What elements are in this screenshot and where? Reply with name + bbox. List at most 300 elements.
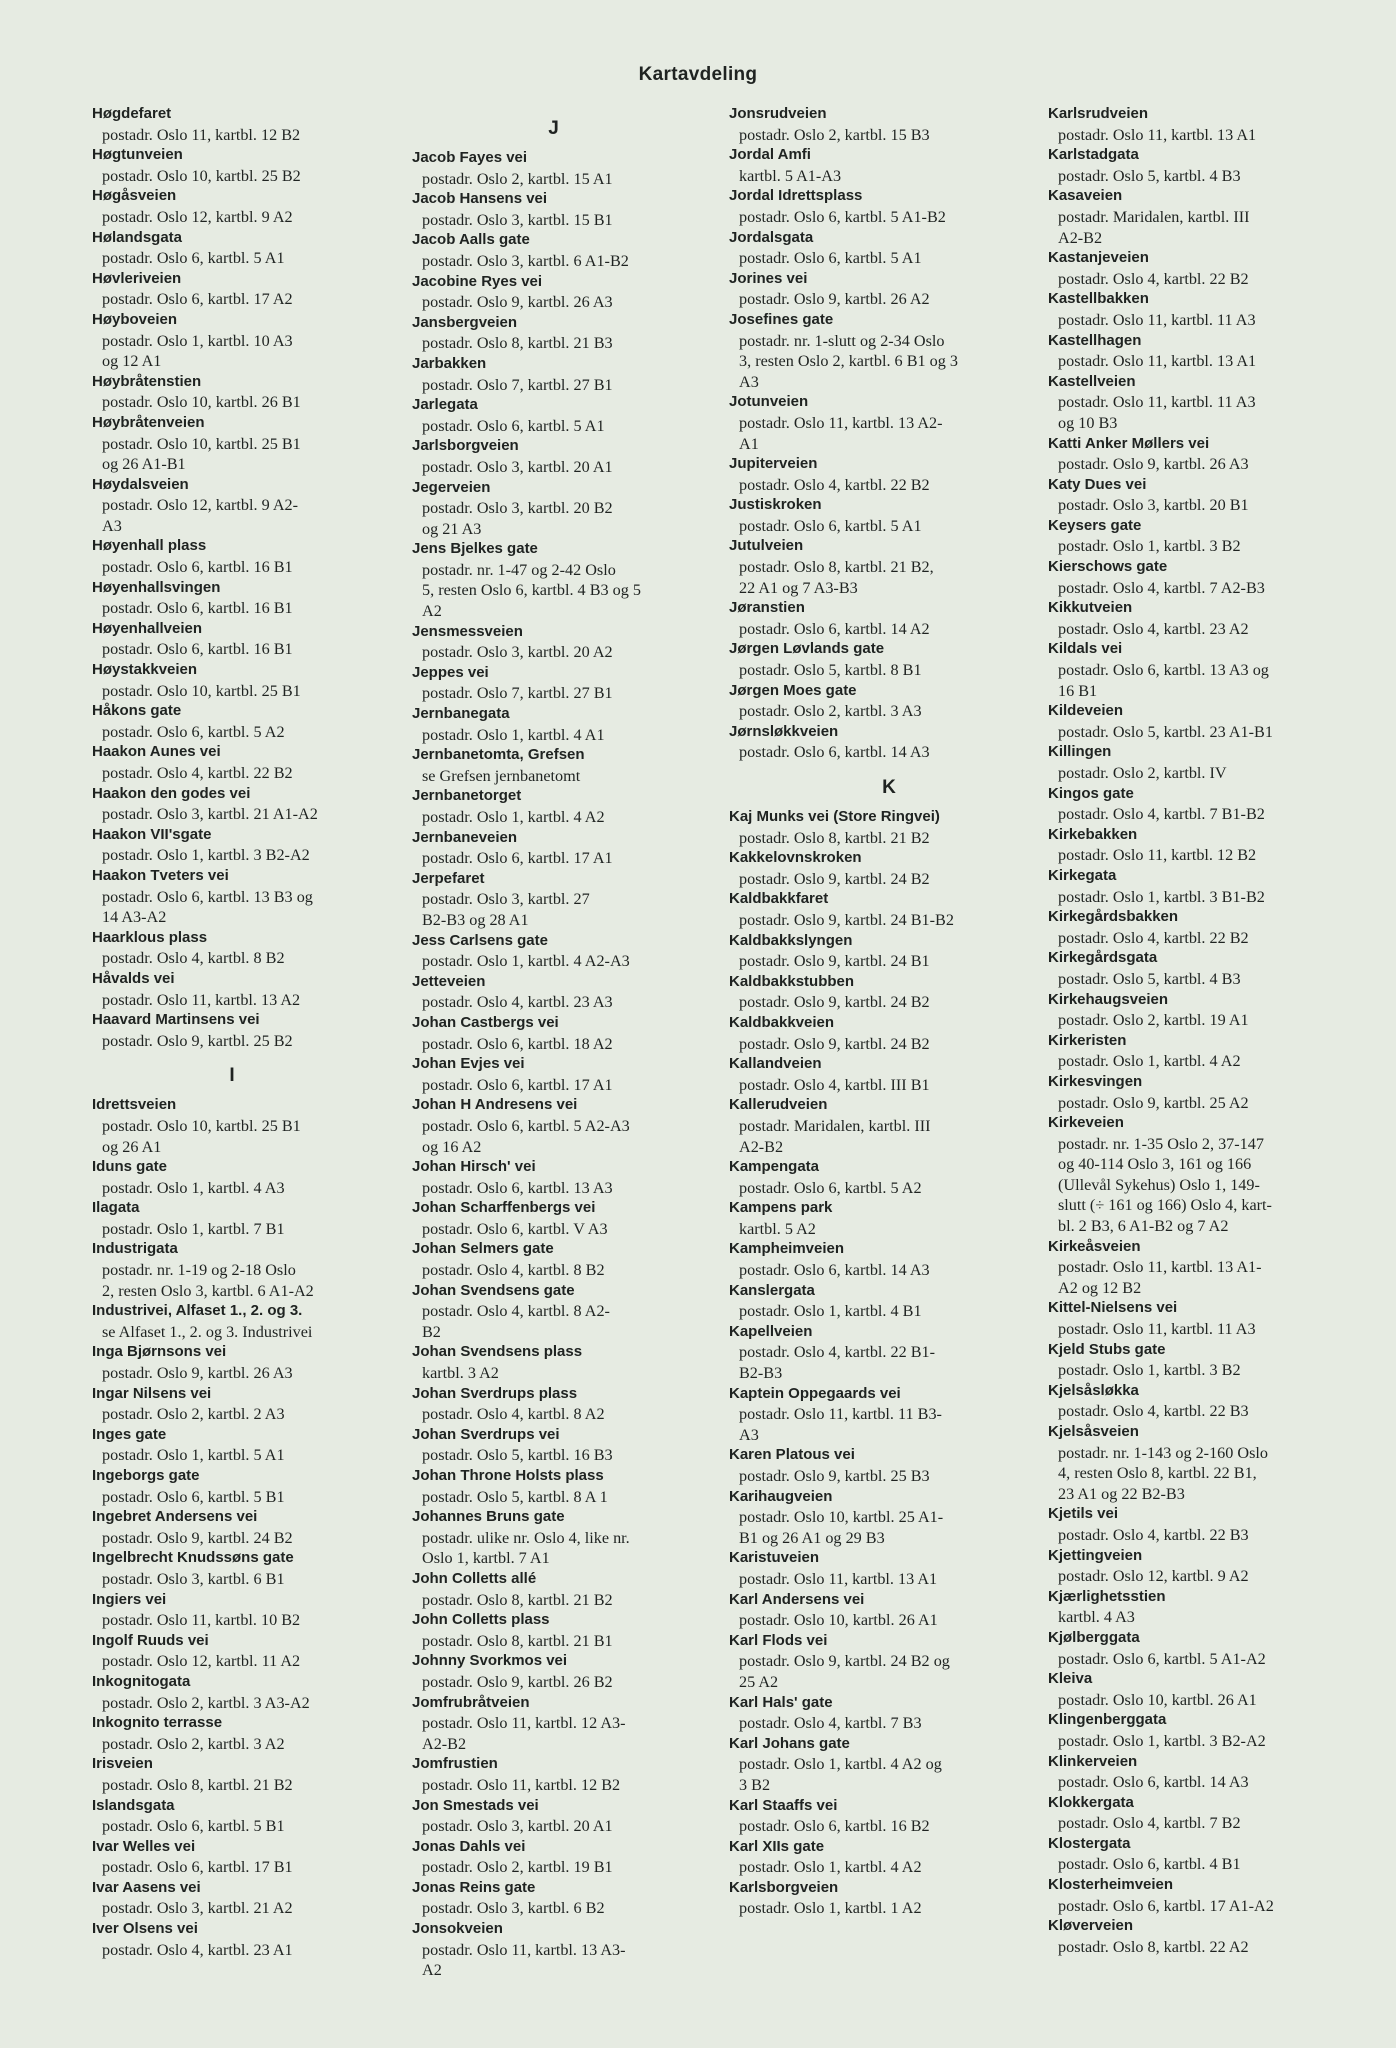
address-detail: postadr. Oslo 11, kartbl. 13 A1 — [1058, 125, 1257, 144]
index-entry — [92, 228, 372, 269]
address-detail: postadr. Oslo 11, kartbl. 13 A1- — [1058, 1258, 1262, 1277]
index-entry — [729, 1487, 1049, 1549]
address-detail: B1 og 26 A1 og 29 B3 — [739, 1528, 885, 1547]
index-entry — [729, 1837, 1049, 1878]
address-detail: og 12 A1 — [102, 352, 162, 371]
street-name: Iduns gate — [92, 1158, 168, 1176]
address-detail: postadr. Oslo 8, kartbl. 21 B2 — [739, 828, 930, 847]
street-name: Ingelbrecht Knudssøns gate — [92, 1549, 294, 1567]
index-entry — [412, 478, 695, 540]
index-entry — [92, 866, 372, 928]
address-detail: postadr. Oslo 11, kartbl. 13 A1 — [739, 1569, 938, 1588]
street-name: Jarbakken — [412, 354, 487, 372]
index-entry — [1048, 825, 1330, 866]
index-entry — [729, 1693, 1049, 1734]
index-entry — [1048, 1669, 1330, 1710]
address-detail: A3 — [739, 372, 759, 391]
address-detail: postadr. Oslo 2, kartbl. 3 A3 — [739, 702, 922, 721]
address-detail: postadr. Oslo 9, kartbl. 24 B2 — [739, 993, 930, 1012]
street-name: Høyenhall plass — [92, 537, 207, 555]
address-detail: postadr. Oslo 6, kartbl. 5 A1 — [102, 249, 285, 268]
index-entry — [729, 722, 1049, 763]
index-entry — [92, 1157, 372, 1198]
street-name: Johan Scharffenbergs vei — [412, 1199, 596, 1217]
street-name: Jacobine Ryes vei — [412, 272, 543, 290]
index-entry — [1048, 1422, 1330, 1504]
index-entry — [729, 1013, 1049, 1054]
address-detail: postadr. Oslo 9, kartbl. 24 B1-B2 — [739, 910, 954, 929]
address-detail: postadr. Oslo 4, kartbl. 8 B2 — [102, 949, 285, 968]
address-detail: postadr. Oslo 11, kartbl. 11 B3- — [739, 1405, 942, 1424]
address-detail: 4, resten Oslo 8, kartbl. 22 B1, — [1058, 1464, 1257, 1483]
index-entry — [729, 848, 1049, 889]
index-entry — [92, 825, 372, 866]
street-name: Haakon Tveters vei — [92, 866, 229, 884]
index-entry — [1048, 1834, 1330, 1875]
index-entry — [729, 1095, 1049, 1157]
address-detail: postadr. Oslo 3, kartbl. 20 A2 — [422, 643, 613, 662]
street-name: Jensmessveien — [412, 622, 523, 640]
index-entry — [1048, 784, 1330, 825]
street-name: Katy Dues vei — [1048, 475, 1147, 493]
index-entry — [92, 701, 372, 742]
index-entry — [1048, 145, 1330, 186]
address-detail: postadr. Oslo 9, kartbl. 25 A2 — [1058, 1093, 1249, 1112]
address-detail: postadr. Oslo 12, kartbl. 9 A2 — [102, 207, 293, 226]
address-detail: kartbl. 5 A2 — [739, 1219, 816, 1238]
address-detail: postadr. Oslo 6, kartbl. 17 A1 — [422, 849, 613, 868]
street-name: Jonsokveien — [412, 1920, 503, 1938]
index-entry — [412, 539, 695, 621]
address-detail: postadr. Oslo 1, kartbl. 4 A3 — [102, 1178, 285, 1197]
street-name: Haakon VII'sgate — [92, 825, 212, 843]
street-name: Karl Johans gate — [729, 1734, 850, 1752]
index-entry — [92, 1796, 372, 1837]
street-name: Kirkebakken — [1048, 825, 1138, 843]
street-name: Johan Sverdrups plass — [412, 1384, 578, 1402]
street-name: Jansbergveien — [412, 313, 518, 331]
street-name: Industrivei, Alfaset 1., 2. og 3. — [92, 1302, 303, 1320]
street-name: Klinkerveien — [1048, 1752, 1138, 1770]
address-detail: se Alfaset 1., 2. og 3. Industrivei — [102, 1322, 313, 1341]
street-name: Kirkegårdsgata — [1048, 949, 1158, 967]
index-entry — [729, 104, 1049, 145]
address-detail: 23 A1 og 22 B2-B3 — [1058, 1484, 1185, 1503]
address-detail: A2 — [422, 602, 442, 621]
address-detail: postadr. Oslo 12, kartbl. 11 A2 — [102, 1652, 301, 1671]
street-name: Kirkeveien — [1048, 1114, 1124, 1132]
index-entry — [92, 619, 372, 660]
index-entry — [729, 1054, 1049, 1095]
address-detail: postadr. Oslo 8, kartbl. 21 B1 — [422, 1631, 613, 1650]
index-entry — [92, 1301, 372, 1342]
index-entry — [92, 1425, 372, 1466]
address-detail: postadr. Oslo 10, kartbl. 26 B1 — [102, 393, 301, 412]
street-name: Høgtunveien — [92, 146, 183, 164]
index-entry — [412, 1054, 695, 1095]
street-name: Høyboveien — [92, 310, 178, 328]
street-name: Jernbanegata — [412, 705, 510, 723]
address-detail: A2 — [422, 1961, 442, 1980]
index-entry — [412, 704, 695, 745]
address-detail: (Ullevål Sykehus) Oslo 1, 149- — [1058, 1175, 1260, 1194]
index-entry — [412, 1198, 695, 1239]
index-entry — [92, 1466, 372, 1507]
street-name: Ingar Nilsens vei — [92, 1384, 212, 1402]
street-name: Jørgen Løvlands gate — [729, 640, 885, 658]
address-detail: kartbl. 5 A1-A3 — [739, 166, 842, 185]
index-entry — [729, 639, 1049, 680]
address-detail: postadr. Oslo 6, kartbl. 5 A2-A3 — [422, 1116, 630, 1135]
index-entry — [729, 269, 1049, 310]
street-name: Jess Carlsens gate — [412, 931, 548, 949]
index-entry — [1048, 516, 1330, 557]
street-name: Kjølberggata — [1048, 1628, 1140, 1646]
address-detail: postadr. Oslo 10, kartbl. 25 B1 — [102, 434, 301, 453]
address-detail: postadr. nr. 1-35 Oslo 2, 37-147 — [1058, 1134, 1264, 1153]
street-name: Klokkergata — [1048, 1793, 1134, 1811]
index-entry — [729, 1384, 1049, 1446]
street-name: Haavard Martinsens vei — [92, 1011, 260, 1029]
index-entry — [412, 1693, 695, 1755]
address-detail: postadr. Oslo 6, kartbl. V A3 — [422, 1219, 608, 1238]
address-detail: postadr. Oslo 6, kartbl. 4 B1 — [1058, 1855, 1241, 1874]
address-detail: postadr. Oslo 6, kartbl. 5 B1 — [102, 1817, 285, 1836]
index-entry — [412, 972, 695, 1013]
street-name: Jotunveien — [729, 393, 809, 411]
address-detail: postadr. Oslo 1, kartbl. 4 A2-A3 — [422, 952, 630, 971]
index-entry — [412, 1466, 695, 1507]
index-entry — [1048, 598, 1330, 639]
street-name: Jarlegata — [412, 396, 478, 414]
street-name: Jacob Hansens vei — [412, 190, 548, 208]
street-name: Jacob Aalls gate — [412, 231, 530, 249]
street-name: Kallandveien — [729, 1055, 822, 1073]
index-entry — [92, 1239, 372, 1301]
address-detail: postadr. nr. 1-47 og 2-42 Oslo — [422, 560, 616, 579]
address-detail: postadr. Oslo 11, kartbl. 12 A3- — [422, 1714, 626, 1733]
index-entry — [1048, 248, 1330, 289]
address-detail: postadr. Oslo 11, kartbl. 12 B2 — [422, 1775, 621, 1794]
index-entry — [92, 784, 372, 825]
index-entry — [412, 1837, 695, 1878]
address-detail: postadr. Oslo 6, kartbl. 14 A2 — [739, 619, 930, 638]
address-detail: postadr. Maridalen, kartbl. III — [1058, 207, 1250, 226]
street-name: John Colletts plass — [412, 1611, 550, 1629]
address-detail: postadr. Oslo 9, kartbl. 24 B2 — [739, 869, 930, 888]
address-detail: postadr. Oslo 6, kartbl. 5 A1 — [422, 416, 605, 435]
address-detail: postadr. Oslo 5, kartbl. 23 A1-B1 — [1058, 722, 1273, 741]
address-detail: postadr. Oslo 6, kartbl. 16 B1 — [102, 640, 293, 659]
address-detail: 3, resten Oslo 2, kartbl. 6 B1 og 3 — [739, 352, 958, 371]
index-entry — [1048, 1298, 1330, 1339]
address-detail: postadr. Oslo 6, kartbl. 17 A1 — [422, 1075, 613, 1094]
street-name: Johan Throne Holsts plass — [412, 1467, 604, 1484]
street-name: Kaldbakkstubben — [729, 972, 855, 990]
address-detail: og 16 A2 — [422, 1137, 482, 1156]
index-entry — [1048, 948, 1330, 989]
address-detail: postadr. Oslo 5, kartbl. 4 B3 — [1058, 166, 1241, 185]
address-detail: postadr. Oslo 1, kartbl. 4 A2 og — [739, 1755, 942, 1774]
address-detail: postadr. Oslo 4, kartbl. 7 A2-B3 — [1058, 578, 1265, 597]
street-name: Høystakkveien — [92, 661, 198, 679]
address-detail: postadr. Oslo 9, kartbl. 24 B1 — [739, 952, 930, 971]
street-name: Kampheimveien — [729, 1240, 845, 1258]
address-detail: og 26 A1-B1 — [102, 455, 186, 474]
address-detail: A2-B2 — [1058, 228, 1103, 247]
address-detail: postadr. Oslo 1, kartbl. 3 B2-A2 — [1058, 1731, 1266, 1750]
index-entry — [1048, 990, 1330, 1031]
address-detail: A2-B2 — [739, 1137, 784, 1156]
street-name: Justiskroken — [729, 496, 822, 514]
address-detail: og 26 A1 — [102, 1137, 162, 1156]
street-name: Jerpefaret — [412, 869, 485, 887]
street-name: Jernbanetorget — [412, 787, 522, 805]
index-entry — [729, 454, 1049, 495]
street-name: Jacob Fayes vei — [412, 149, 528, 166]
street-name: Islandsgata — [92, 1796, 175, 1814]
address-detail: postadr. Oslo 2, kartbl. 19 A1 — [1058, 1011, 1249, 1030]
street-name: Irisveien — [92, 1755, 153, 1773]
street-name: Haakon Aunes vei — [92, 743, 221, 761]
index-entry — [92, 145, 372, 186]
street-name: Kikkutveien — [1048, 599, 1133, 617]
index-entry — [92, 186, 372, 227]
address-detail: postadr. Oslo 8, kartbl. 21 B3 — [422, 334, 613, 353]
index-entry — [92, 269, 372, 310]
address-detail: postadr. Oslo 6, kartbl. 5 A1 — [739, 249, 922, 268]
index-entry — [412, 1281, 695, 1343]
street-name: Kastellhagen — [1048, 331, 1142, 349]
street-name: Ivar Aasens vei — [92, 1878, 201, 1896]
address-detail: postadr. Oslo 3, kartbl. 20 B2 — [422, 499, 613, 518]
street-name: Inkognito terrasse — [92, 1714, 223, 1732]
address-detail: postadr. Oslo 10, kartbl. 25 B1 — [102, 681, 301, 700]
address-detail: postadr. Oslo 1, kartbl. 3 B2 — [1058, 537, 1241, 556]
address-detail: postadr. Oslo 4, kartbl. 22 B2 — [102, 764, 293, 782]
address-detail: postadr. Oslo 11, kartbl. 11 A3 — [1058, 310, 1256, 329]
section-letter: J — [548, 118, 559, 139]
street-name: Kjetils vei — [1048, 1505, 1119, 1523]
index-entry — [729, 186, 1049, 227]
address-detail: 2, resten Oslo 3, kartbl. 6 A1-A2 — [102, 1281, 314, 1300]
index-entry — [92, 104, 372, 145]
address-detail: postadr. Oslo 8, kartbl. 22 A2 — [1058, 1937, 1249, 1956]
index-entry — [1048, 1031, 1330, 1072]
street-name: Håvalds vei — [92, 969, 175, 987]
index-entry — [92, 1548, 372, 1589]
address-detail: postadr. Oslo 3, kartbl. 15 B1 — [422, 210, 613, 229]
street-name: Kittel-Nielsens vei — [1048, 1299, 1178, 1317]
index-entry — [1048, 1752, 1330, 1793]
street-name: Jørgen Moes gate — [729, 681, 857, 699]
street-name: Kakkelovnskroken — [729, 849, 862, 867]
address-detail: postadr. Oslo 10, kartbl. 25 B2 — [102, 166, 301, 185]
address-detail: postadr. Oslo 6, kartbl. 14 A3 — [739, 743, 930, 762]
street-name: Johnny Svorkmos vei — [412, 1652, 568, 1670]
column-4 — [1048, 104, 1330, 1957]
street-name: Karlsborgveien — [729, 1878, 839, 1896]
address-detail: B2 — [422, 1322, 441, 1341]
address-detail: B2-B3 og 28 A1 — [422, 910, 529, 929]
address-detail: postadr. Oslo 6, kartbl. 17 B1 — [102, 1858, 293, 1877]
address-detail: postadr. Oslo 4, kartbl. 22 B3 — [1058, 1402, 1249, 1421]
street-name: Kjettingveien — [1048, 1546, 1143, 1564]
index-entry — [412, 931, 695, 972]
address-detail: postadr. Oslo 3, kartbl. 6 B2 — [422, 1899, 605, 1918]
index-entry — [1048, 1628, 1330, 1669]
index-entry — [412, 230, 695, 271]
index-entry — [729, 1157, 1049, 1198]
street-name: Jordal Amfi — [729, 146, 811, 164]
address-detail: postadr. Oslo 9, kartbl. 24 B2 og — [739, 1652, 950, 1671]
index-entry — [412, 1610, 695, 1651]
address-detail: postadr. Oslo 5, kartbl. 16 B3 — [422, 1446, 613, 1465]
index-entry — [92, 1095, 372, 1157]
address-detail: postadr. Oslo 6, kartbl. 18 A2 — [422, 1034, 613, 1053]
address-detail: postadr. Oslo 3, kartbl. 20 B1 — [1058, 496, 1249, 515]
address-detail: postadr. Oslo 9, kartbl. 26 A2 — [739, 290, 930, 309]
address-detail: postadr. Oslo 2, kartbl. 15 A1 — [422, 169, 613, 188]
index-entry — [412, 1384, 695, 1425]
street-name: Inges gate — [92, 1425, 167, 1443]
address-detail: postadr. Oslo 12, kartbl. 9 A2 — [1058, 1567, 1249, 1586]
index-entry — [412, 436, 695, 477]
address-detail: postadr. Oslo 6, kartbl. 14 A3 — [1058, 1773, 1249, 1792]
street-name: Jon Smestads vei — [412, 1796, 539, 1814]
section-letter: K — [882, 777, 896, 798]
address-detail: postadr. Oslo 9, kartbl. 25 B2 — [102, 1031, 293, 1050]
address-detail: A2-B2 — [422, 1734, 467, 1753]
address-detail: postadr. Maridalen, kartbl. III — [739, 1116, 931, 1135]
column-1 — [92, 104, 372, 1960]
index-entry — [1048, 1113, 1330, 1237]
address-detail: postadr. Oslo 10, kartbl. 25 B1 — [102, 1116, 301, 1135]
address-detail: postadr. Oslo 10, kartbl. 26 A1 — [1058, 1690, 1257, 1709]
section-letter: I — [229, 1065, 235, 1087]
address-detail: postadr. Oslo 6, kartbl. 5 A2 — [102, 722, 285, 741]
address-detail: postadr. Oslo 1, kartbl. 4 B1 — [739, 1302, 922, 1321]
address-detail: Oslo 1, kartbl. 7 A1 — [422, 1549, 550, 1568]
street-name: Karl Staaffs vei — [729, 1796, 838, 1814]
address-detail: postadr. Oslo 6, kartbl. 16 B2 — [739, 1817, 930, 1836]
street-name: Kjeld Stubs gate — [1048, 1340, 1166, 1358]
address-detail: postadr. Oslo 6, kartbl. 5 A2 — [739, 1178, 922, 1197]
address-detail: postadr. Oslo 4, kartbl. 23 A3 — [422, 993, 613, 1012]
index-entry — [729, 1631, 1049, 1693]
street-name: Høyenhallsvingen — [92, 578, 221, 596]
street-name: Kirkegårdsbakken — [1048, 908, 1179, 926]
address-detail: postadr. Oslo 9, kartbl. 25 B3 — [739, 1467, 930, 1485]
street-name: Ingolf Ruuds vei — [92, 1631, 209, 1649]
address-detail: kartbl. 3 A2 — [422, 1364, 499, 1383]
street-name: Kaj Munks vei (Store Ringvei) — [729, 808, 940, 825]
index-entry — [92, 1713, 372, 1754]
index-entry — [92, 1010, 372, 1051]
street-name: Hølandsgata — [92, 228, 183, 246]
address-detail: postadr. Oslo 1, kartbl. 7 B1 — [102, 1219, 285, 1238]
address-detail: postadr. Oslo 2, kartbl. 3 A2 — [102, 1734, 285, 1753]
address-detail: 22 A1 og 7 A3-B3 — [739, 578, 858, 597]
index-entry — [1048, 1710, 1330, 1751]
address-detail: postadr. Oslo 6, kartbl. 16 B1 — [102, 599, 293, 618]
street-name: Karl Hals' gate — [729, 1693, 833, 1711]
street-name: Kjelsåsveien — [1048, 1423, 1139, 1440]
index-entry — [412, 828, 695, 869]
address-detail: postadr. Oslo 4, kartbl. III B1 — [739, 1075, 930, 1094]
index-entry — [1048, 1340, 1330, 1381]
street-name: Kastanjeveien — [1048, 249, 1149, 267]
index-entry — [92, 578, 372, 619]
address-detail: postadr. nr. 1-19 og 2-18 Oslo — [102, 1261, 296, 1280]
street-name: Jorines vei — [729, 269, 808, 287]
address-detail: postadr. Oslo 1, kartbl. 3 B1-B2 — [1058, 887, 1265, 906]
street-name: Jordal Idrettsplass — [729, 187, 863, 205]
index-entry — [412, 1425, 695, 1466]
street-name: Jeppes vei — [412, 663, 489, 681]
index-entry — [729, 495, 1049, 536]
index-entry — [412, 1651, 695, 1692]
index-entry — [412, 354, 695, 395]
index-entry — [412, 1157, 695, 1198]
index-entry — [1048, 1916, 1330, 1957]
address-detail: postadr. Oslo 4, kartbl. 7 B3 — [739, 1714, 922, 1733]
street-name: Haarklous plass — [92, 928, 208, 946]
address-detail: postadr. Oslo 1, kartbl. 5 A1 — [102, 1446, 285, 1465]
index-entry — [92, 1672, 372, 1713]
address-detail: postadr. Oslo 11, kartbl. 11 A3 — [1058, 1320, 1256, 1339]
street-name: Industrigata — [92, 1240, 178, 1258]
address-detail: postadr. Oslo 4, kartbl. 7 B1-B2 — [1058, 805, 1265, 824]
address-detail: postadr. Oslo 12, kartbl. 9 A2- — [102, 496, 299, 515]
index-entry — [92, 310, 372, 372]
street-name: Kaldbakkfaret — [729, 890, 829, 908]
street-name: Kasaveien — [1048, 187, 1123, 205]
street-name: Kirkesvingen — [1048, 1072, 1143, 1090]
street-name: Høybråtenveien — [92, 413, 205, 431]
index-entry — [412, 1095, 695, 1157]
address-detail: postadr. Oslo 6, kartbl. 13 A3 — [422, 1178, 613, 1197]
street-name: Kanslergata — [729, 1281, 815, 1299]
address-detail: postadr. ulike nr. Oslo 4, like nr. — [422, 1528, 630, 1547]
street-name: Høydalsveien — [92, 475, 189, 493]
street-name: Kirkegata — [1048, 866, 1117, 884]
index-entry — [92, 413, 372, 475]
street-name: Ivar Welles vei — [92, 1837, 196, 1855]
index-entry — [92, 1631, 372, 1672]
address-detail: postadr. Oslo 8, kartbl. 21 B2 — [102, 1775, 293, 1794]
street-name: Johan Selmers gate — [412, 1240, 554, 1258]
street-name: Klostergata — [1048, 1834, 1131, 1852]
street-name: John Colletts allé — [412, 1569, 537, 1587]
index-entry — [729, 681, 1049, 722]
address-detail: postadr. Oslo 9, kartbl. 24 B2 — [739, 1034, 930, 1053]
street-name: Jernbanetomta, Grefsen — [412, 746, 585, 764]
index-entry — [729, 310, 1049, 392]
street-name: Karl XIIs gate — [729, 1837, 825, 1855]
street-name: Jernbaneveien — [412, 828, 518, 846]
street-name: Kirkeåsveien — [1048, 1237, 1141, 1255]
street-name: Kingos gate — [1048, 784, 1134, 802]
index-entry — [92, 1754, 372, 1795]
address-detail: postadr. Oslo 6, kartbl. 17 A2 — [102, 290, 293, 309]
street-name: Idrettsveien — [92, 1096, 177, 1114]
index-entry — [412, 148, 695, 189]
index-entry — [92, 372, 372, 413]
street-name: Kampens park — [729, 1199, 833, 1217]
address-detail: postadr. Oslo 10, kartbl. 26 A1 — [739, 1611, 938, 1630]
address-detail: postadr. Oslo 8, kartbl. 21 B2, — [739, 558, 934, 577]
